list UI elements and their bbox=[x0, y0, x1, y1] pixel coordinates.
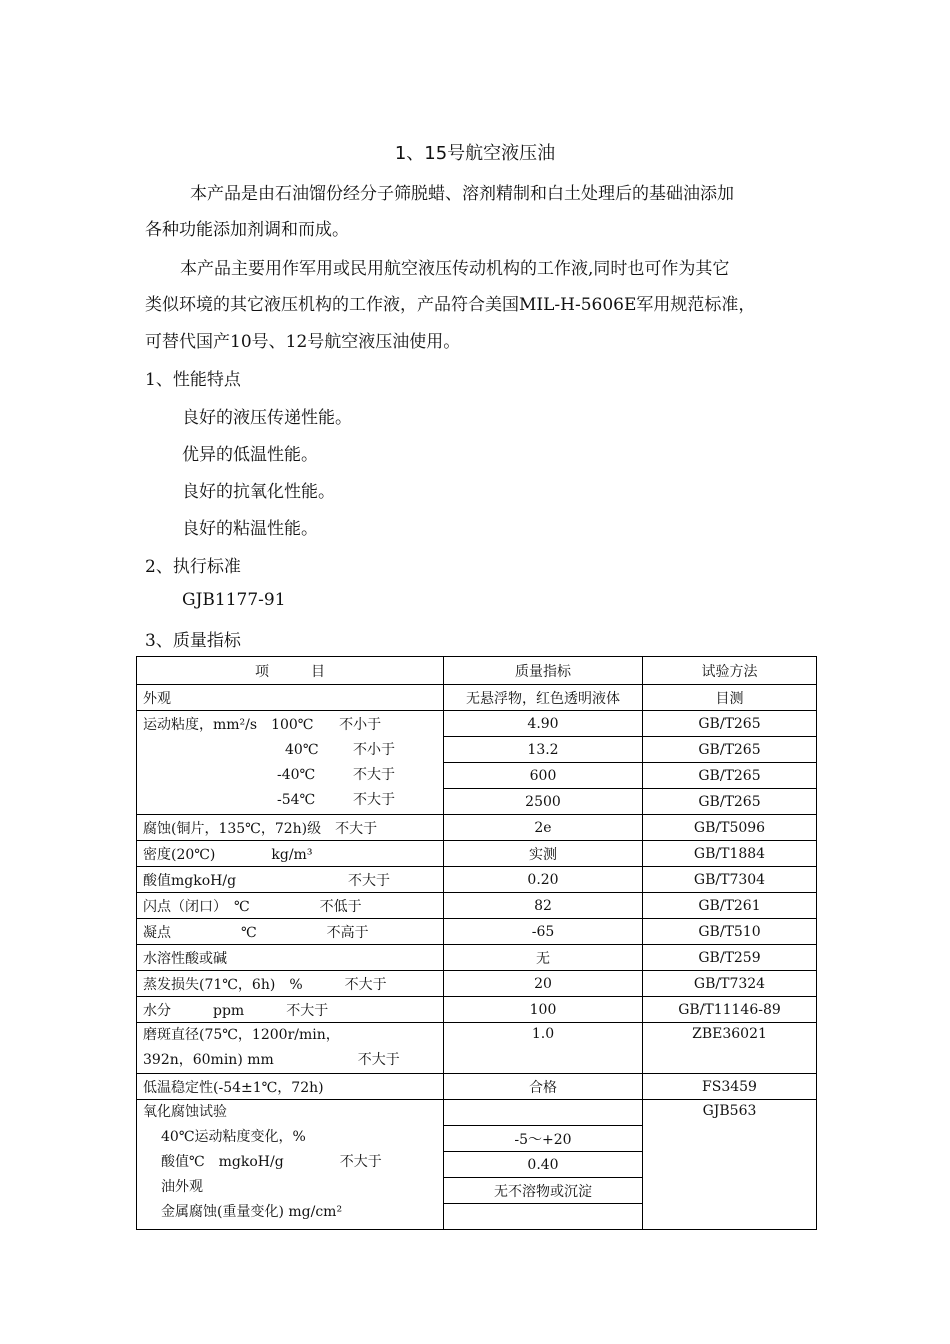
oxidation-label: 氧化腐蚀试验 bbox=[143, 1104, 227, 1120]
wear-scar-cell bbox=[137, 1023, 444, 1074]
row-method: GB/T265 bbox=[643, 763, 817, 789]
row-item: 酸值mgkoH/g 不大于 bbox=[137, 867, 444, 893]
row-spec: 4.90 bbox=[444, 711, 643, 737]
table-row bbox=[137, 711, 817, 737]
row-method: GB/T1884 bbox=[643, 841, 817, 867]
table-row bbox=[137, 919, 817, 945]
intro-paragraph-1-line-2: 各种功能添加剂调和而成。 bbox=[145, 220, 349, 240]
row-spec: 2500 bbox=[444, 789, 643, 815]
row-spec: 100 bbox=[444, 997, 643, 1023]
row-spec: 实测 bbox=[444, 841, 643, 867]
viscosity-limit: 不大于 bbox=[353, 767, 395, 783]
row-method: GB/T510 bbox=[643, 919, 817, 945]
feature-item: 优异的低温性能。 bbox=[182, 445, 318, 465]
header-spec: 质量指标 bbox=[444, 657, 643, 685]
row-method: GB/T7304 bbox=[643, 867, 817, 893]
table-frame-line bbox=[816, 656, 817, 1225]
row-item: 腐蚀(铜片，135℃，72h)级 不大于 bbox=[137, 815, 444, 841]
viscosity-label: 运动粘度，mm²/s bbox=[143, 717, 258, 733]
row-spec: -5～+20 bbox=[444, 1126, 643, 1152]
row-spec: 13.2 bbox=[444, 737, 643, 763]
oxidation-cell bbox=[137, 1100, 444, 1230]
row-method: GJB563 bbox=[643, 1100, 817, 1230]
row-spec: 无悬浮物，红色透明液体 bbox=[444, 685, 643, 711]
row-method: GB/T259 bbox=[643, 945, 817, 971]
row-spec: 2e bbox=[444, 815, 643, 841]
intro-paragraph-2-line-3: 可替代国产10号、12号航空液压油使用。 bbox=[145, 332, 461, 352]
table-row bbox=[137, 1100, 817, 1126]
row-spec bbox=[444, 1100, 643, 1126]
feature-item: 良好的粘温性能。 bbox=[182, 519, 318, 539]
document-title: 1、15号航空液压油 bbox=[394, 143, 556, 164]
row-item: 凝点 ℃ 不高于 bbox=[137, 919, 444, 945]
row-spec: 无 bbox=[444, 945, 643, 971]
row-spec: 1.0 bbox=[444, 1023, 643, 1074]
oxidation-sub-item: 金属腐蚀(重量变化) mg/cm² bbox=[161, 1204, 343, 1220]
row-method: FS3459 bbox=[643, 1074, 817, 1100]
row-spec: 20 bbox=[444, 971, 643, 997]
row-item: 闪点（闭口） ℃ 不低于 bbox=[137, 893, 444, 919]
table-row bbox=[137, 867, 817, 893]
row-method: GB/T265 bbox=[643, 789, 817, 815]
table-row bbox=[137, 893, 817, 919]
viscosity-temp: -54℃ bbox=[277, 792, 316, 808]
row-spec: -65 bbox=[444, 919, 643, 945]
wear-line-2: 392n，60min) mm 不大于 bbox=[143, 1052, 400, 1068]
viscosity-temp: 100℃ bbox=[271, 717, 314, 733]
wear-line-1: 磨斑直径(75℃，1200r/min， bbox=[143, 1027, 340, 1043]
row-item: 密度(20℃) kg/m³ bbox=[137, 841, 444, 867]
row-item: 水溶性酸或碱 bbox=[137, 945, 444, 971]
viscosity-temp: -40℃ bbox=[277, 767, 316, 783]
viscosity-limit: 不小于 bbox=[339, 717, 382, 733]
header-item: 项 目 bbox=[137, 657, 444, 685]
intro-paragraph-2-line-2: 类似环境的其它液压机构的工作液，产品符合美国MIL-H-5606E军用规范标准， bbox=[145, 295, 756, 315]
standard-code: GJB1177-91 bbox=[182, 590, 286, 610]
intro-paragraph-1-line-1: 本产品是由石油馏份经分子筛脱蜡、溶剂精制和白土处理后的基础油添加 bbox=[190, 184, 734, 204]
table-row bbox=[137, 1023, 817, 1074]
row-spec: 0.40 bbox=[444, 1152, 643, 1178]
row-item: 蒸发损失(71℃，6h) % 不大于 bbox=[137, 971, 444, 997]
table-row bbox=[137, 945, 817, 971]
row-method: GB/T265 bbox=[643, 711, 817, 737]
row-method: GB/T7324 bbox=[643, 971, 817, 997]
section-3-heading: 3、质量指标 bbox=[145, 631, 241, 651]
row-method: 目测 bbox=[643, 685, 817, 711]
row-method: GB/T5096 bbox=[643, 815, 817, 841]
table-header-row bbox=[137, 657, 817, 685]
row-spec: 82 bbox=[444, 893, 643, 919]
table-row bbox=[137, 971, 817, 997]
table-row bbox=[137, 685, 817, 711]
row-method: GB/T265 bbox=[643, 737, 817, 763]
viscosity-temp: 40℃ bbox=[285, 742, 319, 758]
row-spec: 0.20 bbox=[444, 867, 643, 893]
oxidation-sub-item: 油外观 bbox=[161, 1179, 203, 1195]
viscosity-cell bbox=[137, 711, 444, 815]
section-1-heading: 1、性能特点 bbox=[145, 370, 241, 390]
table-row bbox=[137, 1074, 817, 1100]
table-row bbox=[137, 815, 817, 841]
row-item: 水分 ppm 不大于 bbox=[137, 997, 444, 1023]
oxidation-sub-item: 酸值℃ mgkoH/g 不大于 bbox=[161, 1154, 382, 1170]
row-item: 外观 bbox=[137, 685, 444, 711]
feature-item: 良好的液压传递性能。 bbox=[182, 408, 352, 428]
row-method: GB/T11146-89 bbox=[643, 997, 817, 1023]
quality-spec-table bbox=[136, 656, 817, 1230]
intro-paragraph-2-line-1: 本产品主要用作军用或民用航空液压传动机构的工作液,同时也可作为其它 bbox=[180, 259, 730, 279]
row-spec bbox=[444, 1204, 643, 1230]
table-row bbox=[137, 997, 817, 1023]
row-spec: 600 bbox=[444, 763, 643, 789]
table-row bbox=[137, 841, 817, 867]
section-2-heading: 2、执行标准 bbox=[145, 557, 241, 577]
header-method: 试验方法 bbox=[643, 657, 817, 685]
feature-item: 良好的抗氧化性能。 bbox=[182, 482, 335, 502]
viscosity-limit: 不小于 bbox=[353, 742, 395, 758]
row-spec: 无不溶物或沉淀 bbox=[444, 1178, 643, 1204]
row-item: 低温稳定性(-54±1℃，72h) bbox=[137, 1074, 444, 1100]
oxidation-sub-item: 40℃运动粘度变化，% bbox=[161, 1129, 306, 1145]
row-method: ZBE36021 bbox=[643, 1023, 817, 1074]
row-spec: 合格 bbox=[444, 1074, 643, 1100]
viscosity-limit: 不大于 bbox=[353, 792, 395, 808]
row-method: GB/T261 bbox=[643, 893, 817, 919]
